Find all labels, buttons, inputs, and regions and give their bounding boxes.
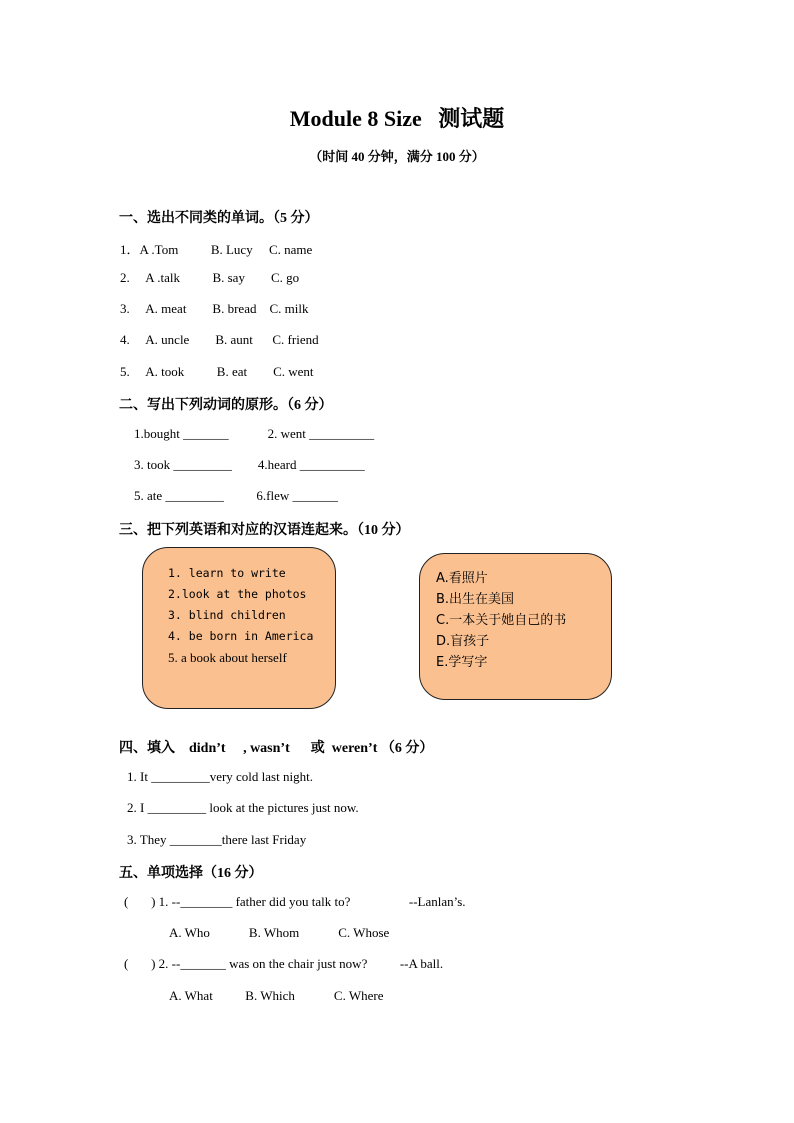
section-1-heading: 一、选出不同类的单词。（5 分） (119, 211, 319, 226)
section-1-item: 3. A. meat B. bread C. milk (120, 301, 309, 316)
section-2-item: 3. took _________ 4.heard __________ (134, 457, 365, 472)
section-2-heading: 二、写出下列动词的原形。（6 分） (119, 398, 333, 413)
section-1-item: 5. A. took B. eat C. went (120, 364, 314, 379)
english-phrase: 4. be born in America (168, 629, 314, 643)
chinese-phrase: B.出生在美国 (436, 592, 515, 607)
section-1-item: 1．A .Tom B. Lucy C. name (120, 242, 313, 257)
section-3-heading: 三、把下列英语和对应的汉语连起来。（10 分） (119, 523, 410, 538)
section-4-item: 3. They ________there last Friday (127, 832, 307, 847)
chinese-phrase: A.看照片 (436, 571, 488, 586)
page-subtitle: （时间 40 分钟，满分 100 分） (309, 149, 485, 164)
chinese-phrases-box (419, 553, 612, 700)
section-4-heading: 四、填入 didn’t , wasn’t 或 weren’t （6 分） (119, 741, 434, 756)
page-title: Module 8 Size 测试题 (289, 106, 505, 131)
section-2-item: 5. ate _________ 6.flew _______ (134, 488, 339, 503)
section-4-item: 2. I _________ look at the pictures just now. (127, 800, 359, 815)
chinese-phrase: C.一本关于她自己的书 (436, 613, 567, 628)
question-2-options: A. What B. Which C. Where (169, 988, 384, 1003)
english-phrase: 2.look at the photos (168, 587, 307, 601)
english-phrase: 1. learn to write (168, 566, 286, 580)
section-1-item: 2. A .talk B. say C. go (120, 270, 300, 285)
section-5-heading: 五、单项选择（16 分） (119, 866, 263, 881)
section-2-item: 1.bought _______ 2. went __________ (134, 426, 375, 441)
question-2: ( ) 2. --_______ was on the chair just now? --A ball. (124, 956, 444, 971)
english-phrase: 3. blind children (168, 608, 286, 622)
chinese-phrase: D.盲孩子 (436, 634, 490, 649)
section-4-item: 1. It _________very cold last night. (127, 769, 313, 784)
english-phrase: 5. a book about herself (168, 650, 287, 665)
section-1-item: 4. A. uncle B. aunt C. friend (120, 332, 319, 347)
question-1-options: A. Who B. Whom C. Whose (169, 925, 390, 940)
english-phrases-box (142, 547, 336, 709)
chinese-phrase: E.学写字 (436, 655, 488, 670)
question-1: ( ) 1. --________ father did you talk to? --Lanlan’s. (124, 894, 466, 909)
